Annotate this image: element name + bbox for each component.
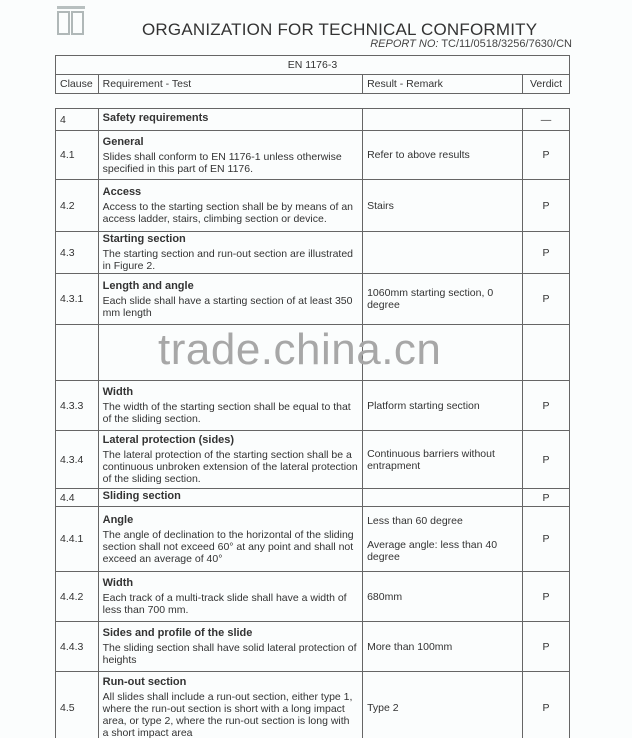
table-row [56, 381, 570, 431]
clause: 4.4.3 [56, 622, 99, 672]
table-row [56, 232, 570, 274]
requirement-text: Each slide shall have a starting section of at least 350 mm length [102, 294, 353, 319]
result-text: 680mm [367, 590, 403, 603]
result [363, 431, 523, 489]
verdict: P [523, 672, 570, 738]
verdict: P [523, 180, 570, 232]
standard-name: EN 1176-3 [56, 56, 570, 75]
requirement [98, 109, 362, 131]
table-row [56, 109, 570, 131]
clause: 4.4.1 [56, 507, 99, 572]
verdict: P [523, 507, 570, 572]
result [363, 622, 523, 672]
result-text: Less than 60 degree [367, 515, 463, 527]
requirement-title: Sliding section [102, 490, 181, 502]
clause: 4.4 [56, 489, 99, 507]
verdict: P [523, 431, 570, 489]
clause: 4 [56, 109, 99, 131]
requirement-title: Lateral protection (sides) [102, 434, 235, 446]
requirement-title: Starting section [102, 233, 186, 245]
table-row [56, 672, 570, 738]
report-number: REPORT NO: TC/11/0518/3256/7630/CN [370, 38, 572, 50]
col-result: Result - Remark [363, 75, 523, 94]
requirement-text: The angle of declination to the horizontal of the sliding section shall not exceed 60° at any point and shall not exceed an average of 40° [102, 528, 354, 565]
otc-logo [57, 6, 85, 36]
clause: 4.3.1 [56, 274, 99, 325]
verdict: P [523, 622, 570, 672]
clause: 4.3 [56, 232, 99, 274]
result [363, 507, 523, 572]
result-text: Refer to above results [367, 149, 470, 161]
verdict: P [523, 381, 570, 431]
result [363, 672, 523, 738]
requirement-text: The sliding section shall have solid lateral protection of heights [102, 642, 357, 666]
clause: 4.4.2 [56, 572, 99, 622]
col-requirement: Requirement - Test [98, 75, 362, 94]
table-row [56, 180, 570, 232]
verdict: P [523, 572, 570, 622]
clause: 4.5 [56, 672, 99, 738]
requirement [98, 381, 362, 431]
result [363, 572, 523, 622]
requirement-text: The width of the starting section shall be equal to that of the sliding section. [102, 401, 351, 425]
requirement-text: The lateral protection of the starting section shall be a continuous unbroken extension of the lateral protection of the sliding section. [102, 449, 358, 485]
requirement [98, 507, 362, 572]
requirement-title: Width [102, 386, 134, 398]
requirement [98, 131, 362, 180]
requirement-title: General [102, 135, 144, 148]
requirement [98, 622, 362, 672]
verdict: P [523, 274, 570, 325]
result [363, 232, 523, 274]
result [363, 489, 523, 507]
result-text: Continuous barriers without entrapment [367, 447, 495, 472]
table-row [56, 489, 570, 507]
organization-title: ORGANIZATION FOR TECHNICAL CONFORMITY [142, 20, 538, 39]
verdict: P [523, 131, 570, 180]
table-row [56, 431, 570, 489]
requirements-table [55, 108, 570, 738]
table-row [56, 274, 570, 325]
result [363, 131, 523, 180]
requirement-title: Run-out section [102, 676, 187, 688]
col-clause: Clause [56, 75, 99, 94]
requirement [98, 572, 362, 622]
requirement-text: Each track of a multi-track slide shall have a width of less than 700 mm. [102, 592, 347, 616]
result [363, 180, 523, 232]
watermark: trade.china.cn [158, 325, 442, 374]
result-text: Stairs [367, 199, 394, 212]
result [363, 381, 523, 431]
header-table [55, 55, 570, 94]
clause: 4.3.3 [56, 381, 99, 431]
result-text: Platform starting section [367, 399, 480, 412]
requirement-title: Sides and profile of the slide [102, 627, 253, 639]
verdict: — [523, 109, 570, 131]
clause: 4.2 [56, 180, 99, 232]
table-row [56, 507, 570, 572]
result [363, 109, 523, 131]
requirement-title: Access [102, 186, 142, 198]
table-row [56, 131, 570, 180]
verdict: P [523, 232, 570, 274]
requirement-text: All slides shall include a run-out section, either type 1, where the run-out section is short with a long impact area, or type 2, where the run-out section is long with a short impact area [102, 691, 353, 738]
result-text: 1060mm starting section, 0 degree [367, 287, 494, 311]
clause: 4.3.4 [56, 431, 99, 489]
requirement-title: Length and angle [102, 279, 194, 292]
requirement [98, 431, 362, 489]
result [363, 274, 523, 325]
requirement-text: Slides shall conform to EN 1176-1 unless otherwise specified in this part of EN 1176. [102, 150, 342, 175]
clause: 4.1 [56, 131, 99, 180]
requirement [98, 232, 362, 274]
requirement-text: Access to the starting section shall be by means of an access ladder, stairs, climbing section or device. [102, 201, 354, 225]
requirement [98, 489, 362, 507]
requirement [98, 180, 362, 232]
table-row [56, 572, 570, 622]
requirement-text: The starting section and run-out section are illustrated in Figure 2. [102, 248, 354, 272]
table-row [56, 622, 570, 672]
result-text-2: Average angle: less than 40 degree [367, 539, 498, 563]
col-verdict: Verdict [523, 75, 570, 94]
requirement-title: Angle [102, 513, 134, 526]
requirement [98, 672, 362, 738]
requirement-title: Width [102, 577, 134, 589]
result-text: More than 100mm [367, 640, 453, 653]
result-text: Type 2 [367, 701, 399, 714]
verdict: P [523, 489, 570, 507]
requirement-title: Safety requirements [102, 112, 209, 124]
requirement [98, 274, 362, 325]
